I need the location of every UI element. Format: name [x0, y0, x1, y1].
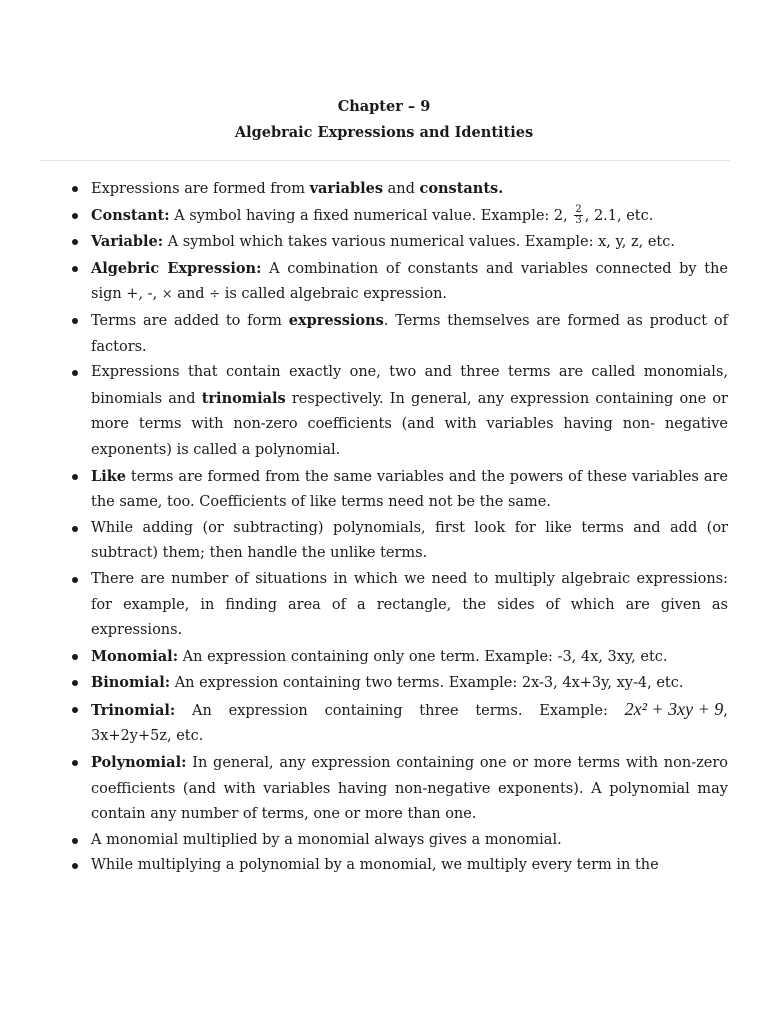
multiply-symbol: ×: [161, 287, 173, 303]
list-item: Algebric Expression: A combination of constants and variables connected by the sign +, -, × and ÷ is called algebraic expression.: [91, 256, 728, 308]
chapter-title: Algebraic Expressions and Identities: [234, 124, 534, 141]
fraction: $\frac{2}{3}$: [575, 204, 582, 227]
list-item: A monomial multiplied by a monomial always gives a monomial.: [91, 828, 728, 854]
divider: [40, 160, 730, 161]
trinomial-example-math: 2x² + 3xy + 9: [624, 698, 724, 719]
list-item: There are number of situations in which we need to multiply algebraic expressions: for example, in finding area of a rectangle, the sides of which are given as expressions.: [91, 567, 728, 644]
divide-symbol: ÷: [209, 287, 221, 303]
notes-list: [91, 176, 728, 879]
list-item: While adding (or subtracting) polynomials, first look for like terms and add (or subtract) them; then handle the unlike terms.: [91, 516, 728, 567]
list-item: While multiplying a polynomial by a monomial, we multiply every term in the: [91, 853, 728, 879]
list-item: Terms are added to form expressions. Terms themselves are formed as product of factors.: [91, 308, 728, 360]
list-item: Monomial: An expression containing only one term. Example: -3, 4x, 3xy, etc.: [91, 644, 728, 671]
list-item: Polynomial: In general, any expression containing one or more terms with non-zero coefficients (and with variables having non-negative exponents). A polynomial may contain any number of terms, one or more than one.: [91, 750, 728, 828]
list-item: Binomial: An expression containing two terms. Example: 2x-3, 4x+3y, xy-4, etc.: [91, 670, 728, 697]
list-item: Constant: A symbol having a fixed numerical value. Example: 2, $\frac{2}{3}$ , 2.1, etc.: [91, 203, 728, 230]
list-item: Like terms are formed from the same variables and the powers of these variables are the same, too. Coefficients of like terms need not be the same.: [91, 464, 728, 516]
list-item: Variable: A symbol which takes various numerical values. Example: x, y, z, etc.: [91, 229, 728, 256]
list-item: Trinomial: An expression containing three terms. Example: 2x² + 3xy + 9, 3x+2y+5z, etc.: [91, 697, 728, 750]
chapter-number: Chapter – 9: [337, 98, 431, 115]
list-item: Expressions that contain exactly one, two and three terms are called monomials, binomials and trinomials respectively. In general, any expression containing one or more terms with non-zero coefficients (and with variables having non- negative exponents) is called a polynomial.: [91, 360, 728, 463]
list-item: Expressions are formed from variables and constants.: [91, 176, 728, 203]
